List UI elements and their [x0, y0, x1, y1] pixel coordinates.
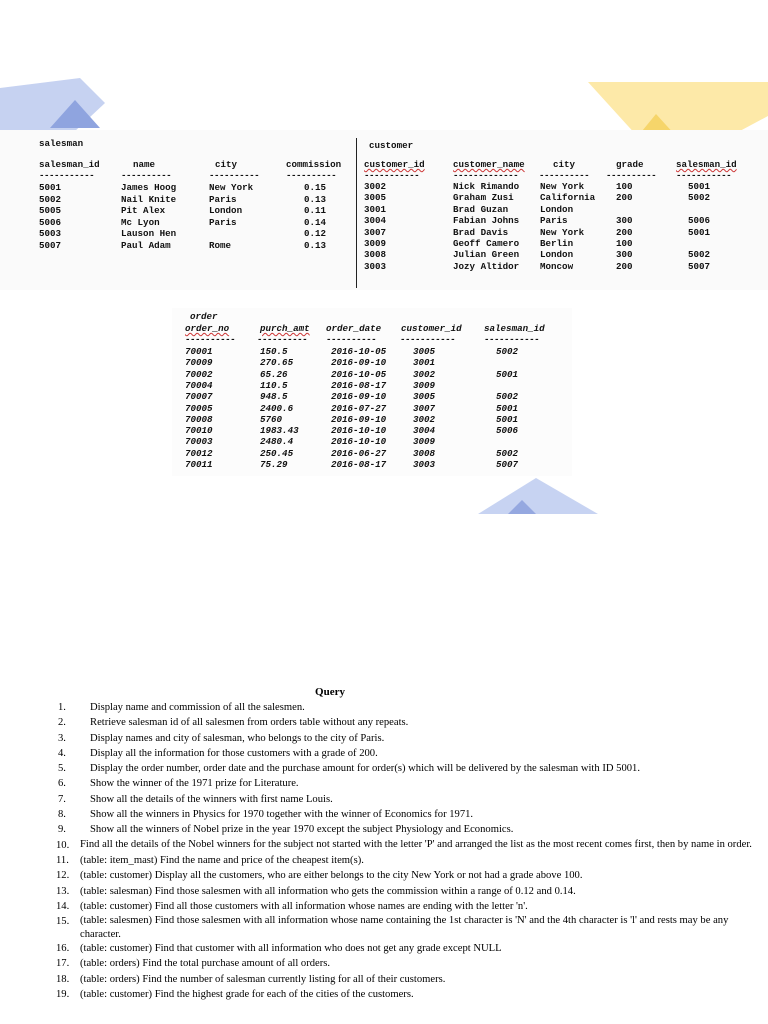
order-cell: 110.5 — [260, 379, 288, 391]
query-text: Display the order number, order date and the purchase amount for order(s) which will be delivered by the salesman with ID 5001. — [90, 763, 640, 775]
customer-cell: Brad Davis — [453, 226, 509, 238]
customer-cell: 3001 — [364, 203, 387, 215]
query-text: (table: customer) Find the highest grade for each of the cities of the customers. — [80, 989, 414, 1001]
query-item — [58, 731, 758, 746]
customer-cell: Berlin — [540, 238, 574, 249]
order-cell: 70010 — [185, 425, 213, 437]
order-dash-4: ----------- — [484, 334, 540, 345]
query-text: (table: salesman) Find those salesmen with all information who gets the commission within a range of 0.12 and 0.14. — [80, 885, 576, 897]
query-number: 3. — [58, 732, 66, 744]
query-text: (table: orders) Find the number of salesman currently listing for all of their customers. — [80, 973, 446, 985]
query-title: Query — [315, 686, 345, 698]
order-cell: 150.5 — [260, 346, 288, 357]
order-dash-2: ---------- — [326, 334, 377, 345]
order-cell: 2480.4 — [260, 436, 294, 448]
query-item — [58, 987, 758, 1002]
query-item — [58, 822, 758, 837]
query-list — [58, 700, 758, 1002]
customer-header-grade: grade — [616, 159, 644, 170]
decor-bottom-right — [478, 478, 628, 514]
salesman-dash-2: ---------- — [209, 170, 260, 181]
query-text: Display name and commission of all the salesmen. — [90, 702, 305, 713]
order-cell: 2016-09-10 — [331, 357, 387, 369]
salesman-cell: Pit Alex — [121, 205, 166, 216]
customer-cell: 5006 — [688, 215, 711, 227]
customer-title: customer — [369, 140, 414, 151]
order-cell: 3005 — [413, 391, 436, 403]
order-cell: 65.26 — [260, 368, 288, 380]
salesman-title: salesman — [39, 138, 84, 149]
query-number: 7. — [58, 793, 66, 805]
customer-dash-4: ----------- — [676, 170, 732, 181]
query-item — [58, 868, 758, 883]
order-cell: 2016-08-17 — [331, 379, 387, 391]
salesman-cell: Lauson Hen — [121, 228, 177, 239]
customer-cell: New York — [540, 181, 585, 192]
customer-cell: 5002 — [688, 192, 711, 204]
query-number: 12. — [56, 870, 70, 882]
query-number: 1. — [58, 702, 66, 713]
order-cell: 3002 — [413, 413, 436, 425]
order-cell: 3009 — [413, 436, 436, 448]
order-cell: 3003 — [413, 459, 436, 470]
query-text: Show all the details of the winners with first name Louis. — [90, 793, 333, 805]
salesman-cell: Rome — [209, 239, 232, 251]
query-item — [58, 761, 758, 776]
customer-cell: Nick Rimando — [453, 181, 520, 192]
order-dash-3: ----------- — [400, 334, 456, 345]
query-item — [58, 884, 758, 899]
customer-cell: 3005 — [364, 192, 387, 204]
table-separator — [356, 138, 357, 288]
query-item — [58, 807, 758, 822]
salesman-cell: Mc Lyon — [121, 216, 160, 228]
query-item — [58, 792, 758, 807]
customer-cell: 3003 — [364, 260, 387, 272]
customer-cell: 3008 — [364, 249, 387, 261]
order-cell: 70001 — [185, 346, 213, 357]
order-cell: 3005 — [413, 346, 436, 357]
order-header-date: order_date — [326, 323, 382, 334]
order-cell: 70012 — [185, 447, 213, 459]
customer-cell: Brad Guzan — [453, 203, 509, 215]
customer-cell: 100 — [616, 181, 633, 192]
order-cell: 2016-10-10 — [331, 425, 387, 437]
salesman-header-id: salesman_id — [39, 159, 100, 170]
customer-cell: 200 — [616, 192, 633, 204]
order-cell: 1983.43 — [260, 425, 299, 437]
salesman-cell: Paris — [209, 216, 237, 228]
customer-cell: 3007 — [364, 226, 387, 238]
customer-cell: Geoff Camero — [453, 238, 520, 249]
query-item — [58, 956, 758, 971]
order-cell: 2016-09-10 — [331, 391, 387, 403]
query-item — [58, 776, 758, 791]
query-number: 5. — [58, 763, 66, 775]
query-item — [58, 972, 758, 987]
order-cell: 270.65 — [260, 357, 294, 369]
query-text: Show all the winners in Physics for 1970 together with the winner of Economics for 1971. — [90, 809, 474, 821]
customer-header-city: city — [553, 159, 576, 170]
query-text: (table: customer) Display all the customers, who are either belongs to the city New York or not had a grade above 100. — [80, 870, 583, 882]
order-cell: 250.45 — [260, 447, 294, 459]
salesman-cell: Paris — [209, 193, 237, 205]
salesman-cell: James Hoog — [121, 182, 177, 193]
customer-cell: 3009 — [364, 238, 387, 249]
order-cell: 5002 — [496, 346, 519, 357]
query-item — [58, 941, 758, 956]
customer-dash-0: ----------- — [364, 170, 420, 181]
customer-cell: 200 — [616, 260, 633, 272]
order-cell: 3002 — [413, 368, 436, 380]
customer-header-name: customer_name — [453, 159, 525, 170]
order-cell: 70005 — [185, 402, 213, 414]
customer-cell: Paris — [540, 215, 568, 227]
query-number: 17. — [56, 958, 70, 970]
salesman-header-city: city — [215, 159, 238, 170]
salesman-cell: 5003 — [39, 228, 62, 239]
order-cell: 70003 — [185, 436, 213, 448]
query-number: 16. — [56, 943, 70, 955]
query-number: 10. — [56, 839, 70, 851]
order-header-purch: purch_amt — [260, 323, 310, 334]
query-item — [58, 700, 758, 715]
order-cell: 3007 — [413, 402, 436, 414]
query-number: 6. — [58, 778, 66, 790]
salesman-cell: 5007 — [39, 239, 62, 251]
query-text: (table: item_mast) Find the name and price of the cheapest item(s). — [80, 854, 364, 866]
salesman-cell: Nail Knite — [121, 193, 177, 205]
query-item — [58, 914, 758, 941]
query-number: 18. — [56, 973, 70, 985]
order-cell: 948.5 — [260, 391, 288, 403]
salesman-cell: 0.12 — [304, 228, 327, 239]
query-text: Display names and city of salesman, who belongs to the city of Paris. — [90, 732, 385, 744]
customer-cell: 300 — [616, 249, 633, 261]
query-number: 13. — [56, 885, 70, 897]
order-cell: 2016-10-05 — [331, 346, 387, 357]
customer-cell: 300 — [616, 215, 633, 227]
salesman-cell: 0.13 — [304, 239, 327, 251]
query-text: (table: orders) Find the total purchase amount of all orders. — [80, 958, 331, 970]
customer-cell: 5001 — [688, 226, 711, 238]
salesman-cell: Paul Adam — [121, 239, 171, 251]
query-number: 8. — [58, 809, 66, 821]
query-text: (table: customer) Find that customer with all information who does not get any grade except NULL — [80, 943, 502, 955]
order-cell: 5001 — [496, 402, 519, 414]
order-header-salesman: salesman_id — [484, 323, 545, 334]
salesman-dash-1: ---------- — [121, 170, 172, 181]
order-cell: 2016-08-17 — [331, 459, 387, 470]
order-cell: 70008 — [185, 413, 213, 425]
salesman-cell: 5006 — [39, 216, 62, 228]
query-text: (table: salesmen) Find those salesmen with all information whose name containing the 1st character is 'N' and the 4th character is 'l' and rests may be any character. — [80, 915, 729, 940]
customer-cell: 5007 — [688, 260, 711, 272]
order-title: order — [190, 311, 218, 322]
customer-cell: London — [540, 249, 574, 261]
order-header-no: order_no — [185, 323, 230, 334]
order-cell: 70007 — [185, 391, 213, 403]
salesman-cell: 5001 — [39, 182, 62, 193]
customer-dash-1: ------------- — [453, 170, 519, 181]
customer-cell: Moncow — [540, 260, 574, 272]
query-item — [58, 715, 758, 730]
query-text: Display all the information for those customers with a grade of 200. — [90, 747, 378, 759]
salesman-cell: 0.15 — [304, 182, 327, 193]
salesman-cell: 0.13 — [304, 193, 327, 205]
customer-cell: Jozy Altidor — [453, 260, 520, 272]
query-item — [58, 746, 758, 761]
salesman-cell: 5005 — [39, 205, 62, 216]
query-number: 9. — [58, 824, 66, 836]
customer-cell: 5001 — [688, 181, 711, 192]
customer-header-id: customer_id — [364, 159, 425, 170]
order-cell: 3004 — [413, 425, 436, 437]
order-cell: 5002 — [496, 447, 519, 459]
query-item — [58, 853, 758, 868]
customer-dash-3: ---------- — [606, 170, 657, 181]
order-cell: 70004 — [185, 379, 213, 391]
order-cell: 3008 — [413, 447, 436, 459]
customer-cell: New York — [540, 226, 585, 238]
query-number: 11. — [56, 854, 69, 866]
customer-cell: 100 — [616, 238, 633, 249]
order-cell: 3009 — [413, 379, 436, 391]
salesman-cell: London — [209, 205, 243, 216]
query-number: 4. — [58, 747, 66, 759]
query-number: 19. — [56, 989, 70, 1001]
customer-cell: 200 — [616, 226, 633, 238]
order-cell: 2016-06-27 — [331, 447, 387, 459]
order-cell: 75.29 — [260, 459, 288, 470]
order-cell: 5001 — [496, 368, 519, 380]
order-cell: 2016-09-10 — [331, 413, 387, 425]
customer-header-salesman-id: salesman_id — [676, 159, 737, 170]
customer-cell: Fabian Johns — [453, 215, 520, 227]
query-text: Find all the details of the Nobel winners for the subject not started with the letter 'P' and arranged the list as the most recent comes first, then by name in order. — [80, 838, 752, 850]
order-cell: 5002 — [496, 391, 519, 403]
query-text: Show all the winners of Nobel prize in the year 1970 except the subject Physiology and Economics. — [90, 824, 514, 836]
order-cell: 70011 — [185, 459, 213, 470]
query-number: 15. — [56, 916, 70, 928]
order-cell: 2016-10-05 — [331, 368, 387, 380]
query-text: Show the winner of the 1971 prize for Literature. — [90, 778, 299, 790]
salesman-cell: 0.14 — [304, 216, 327, 228]
customer-dash-2: ---------- — [539, 170, 590, 181]
salesman-cell: 0.11 — [304, 205, 327, 216]
salesman-cell: 5002 — [39, 193, 62, 205]
order-cell: 2400.6 — [260, 402, 294, 414]
customer-cell: 3004 — [364, 215, 387, 227]
query-text: (table: customer) Find all those customers with all information whose names are ending with the letter 'n'. — [80, 900, 528, 912]
query-number: 14. — [56, 900, 70, 912]
customer-cell: Graham Zusi — [453, 192, 514, 204]
customer-cell: 3002 — [364, 181, 387, 192]
order-cell: 3001 — [413, 357, 436, 369]
customer-cell: 5002 — [688, 249, 711, 261]
order-cell: 5760 — [260, 413, 283, 425]
order-cell: 5001 — [496, 413, 519, 425]
order-dash-1: ---------- — [257, 334, 308, 345]
order-header-customer: customer_id — [401, 323, 462, 334]
order-cell: 70009 — [185, 357, 213, 369]
order-cell: 5007 — [496, 459, 519, 470]
order-cell: 5006 — [496, 425, 519, 437]
order-cell: 2016-07-27 — [331, 402, 387, 414]
salesman-cell: New York — [209, 182, 254, 193]
query-item — [58, 899, 758, 914]
customer-cell: California — [540, 192, 596, 204]
salesman-dash-0: ----------- — [39, 170, 95, 181]
salesman-dash-3: ---------- — [286, 170, 337, 181]
customer-cell: Julian Green — [453, 249, 520, 261]
query-text: Retrieve salesman id of all salesmen from orders table without any repeats. — [90, 717, 409, 729]
salesman-header-commission: commission — [286, 159, 342, 170]
query-item — [58, 838, 758, 853]
query-number: 2. — [58, 717, 66, 729]
order-dash-0: ---------- — [185, 334, 236, 345]
salesman-header-name: name — [133, 159, 156, 170]
order-cell: 2016-10-10 — [331, 436, 387, 448]
customer-cell: London — [540, 203, 574, 215]
order-cell: 70002 — [185, 368, 213, 380]
